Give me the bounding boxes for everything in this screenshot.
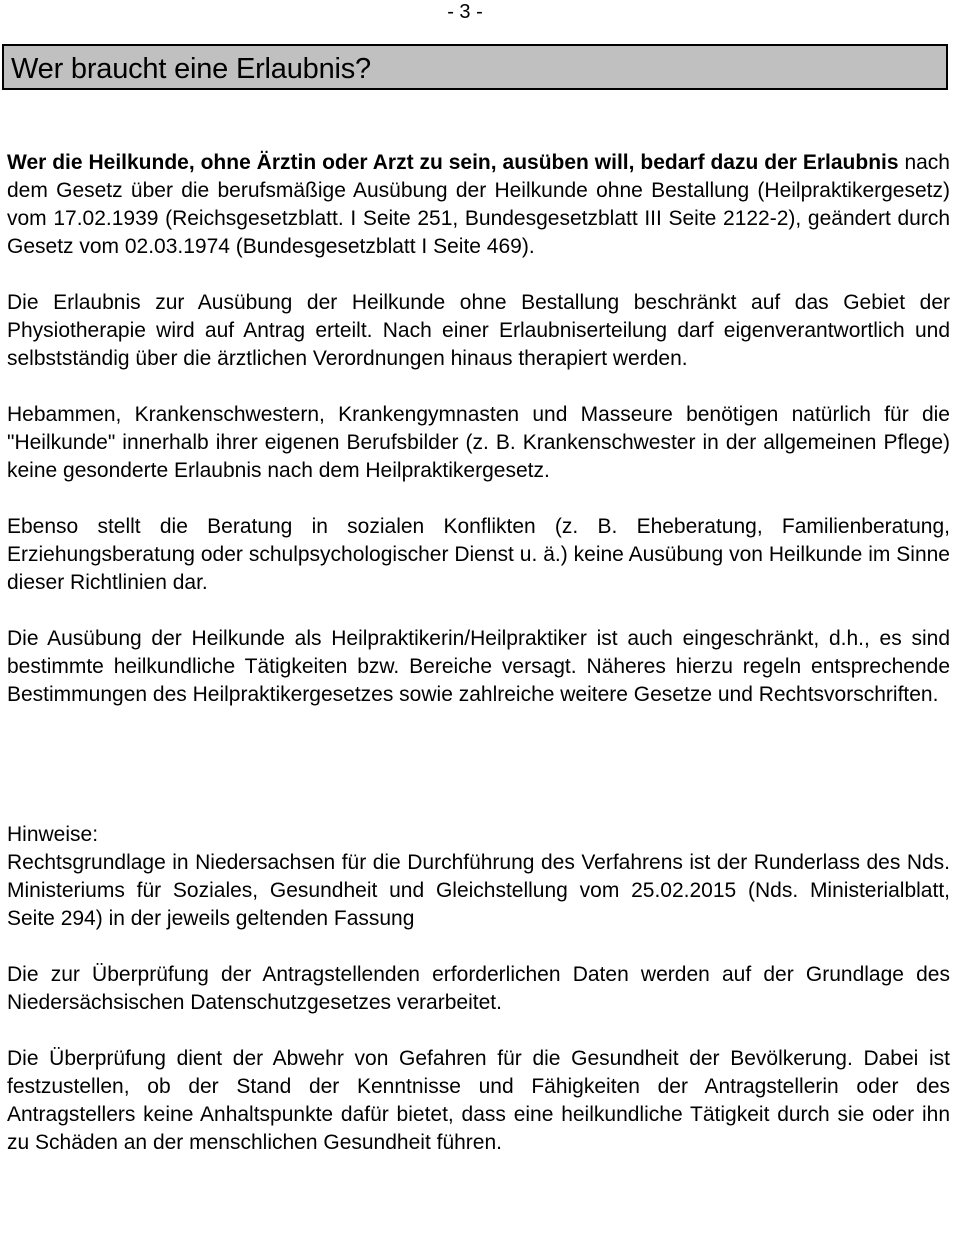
paragraph-physiotherapie: Die Erlaubnis zur Ausübung der Heilkunde ohne Bestallung beschränkt auf das Gebiet der Physiotherapie wird auf Antrag erteilt. Nach einer Erlaubniserteilung darf eigenverantwortlich und selbstständig über die ärztlichen Verordnungen hinaus therapiert werden.	[7, 291, 950, 370]
vertical-spacer	[7, 737, 950, 821]
paragraph-erlaubnis-pflicht-text: nach dem Gesetz über die berufsmäßige Ausübung der Heilkunde ohne Bestallung (Heilpraktikergesetz) vom 17.02.1939 (Reichsgesetzblatt. I Seite 251, Bundesgesetzblatt III Seite 2122-2), geändert durch Gesetz vom 02.03.1974 (Bundesgesetzblatt I Seite 469).	[7, 151, 950, 258]
document-body	[7, 149, 950, 1185]
paragraph-erlaubnis-pflicht-bold: Wer die Heilkunde, ohne Ärztin oder Arzt zu sein, ausüben will, bedarf dazu der Erlaubnis	[7, 151, 899, 174]
page-number: - 3 -	[447, 1, 483, 23]
paragraph-erlaubnis-pflicht	[7, 149, 950, 261]
paragraph-gesundheitsberufe: Hebammen, Krankenschwestern, Krankengymnasten und Masseure benötigen natürlich für die "Heilkunde" innerhalb ihrer eigenen Berufsbilder (z. B. Krankenschwester in der allgemeinen Pflege) keine gesonderte Erlaubnis nach dem Heilpraktikergesetz.	[7, 403, 950, 482]
paragraph-einschraenkung: Die Ausübung der Heilkunde als Heilpraktikerin/Heilpraktiker ist auch eingeschränkt, d.h., es sind bestimmte heilkundliche Tätigkeiten bzw. Bereiche versagt. Näheres hierzu regeln entsprechende Bestimmungen des Heilpraktikergesetzes sowie zahlreiche weitere Gesetze und Rechtsvorschriften.	[7, 627, 950, 706]
hinweise-gefahrenabwehr: Die Überprüfung dient der Abwehr von Gefahren für die Gesundheit der Bevölkerung. Dabei ist festzustellen, ob der Stand der Kenntnisse und Fähigkeiten der Antragstellerin oder des Antragstellers keine Anhaltspunkte dafür bietet, dass eine heilkundliche Tätigkeit durch sie oder ihn zu Schäden an der menschlichen Gesundheit führen.	[7, 1047, 950, 1154]
paragraph-beratung: Ebenso stellt die Beratung in sozialen Konflikten (z. B. Eheberatung, Familienberatung, Erziehungsberatung oder schulpsychologischer Dienst u. ä.) keine Ausübung von Heilkunde im Sinne dieser Richtlinien dar.	[7, 515, 950, 594]
section-title-box	[2, 44, 948, 90]
hinweise-rechtsgrundlage: Rechtsgrundlage in Niedersachsen für die Durchführung des Verfahrens ist der Runderlass des Nds. Ministeriums für Soziales, Gesundheit und Gleichstellung vom 25.02.2015 (Nds. Ministerialblatt, Seite 294) in der jeweils geltenden Fassung	[7, 851, 950, 930]
hinweise-datenschutz: Die zur Überprüfung der Antragstellenden erforderlichen Daten werden auf der Grundlage des Niedersächsischen Datenschutzgesetzes verarbeitet.	[7, 963, 950, 1014]
hinweise-heading: Hinweise:	[7, 823, 99, 846]
section-title: Wer braucht eine Erlaubnis?	[11, 53, 371, 85]
